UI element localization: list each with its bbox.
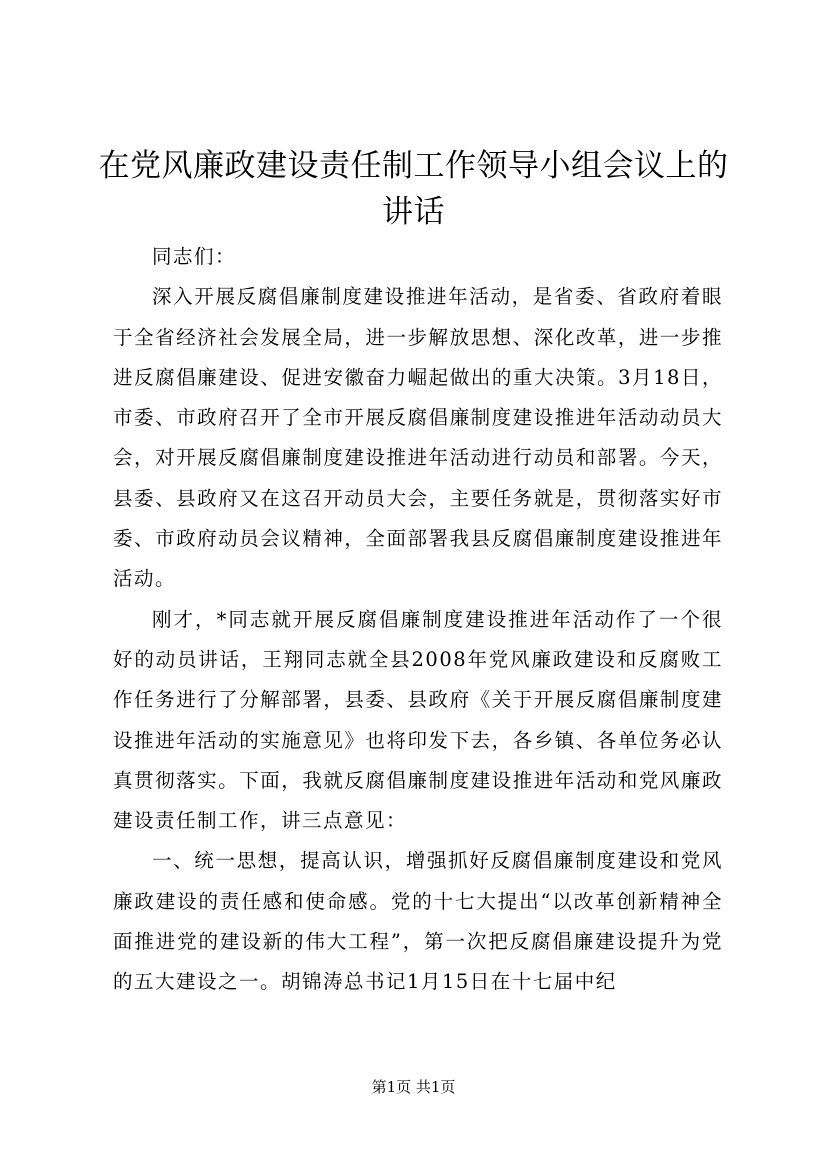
- paragraph-2: 刚才，*同志就开展反腐倡廉制度建设推进年活动作了一个很好的动员讲话，王翔同志就全县2008年党风廉政建设和反腐败工作任务进行了分解部署，县委、县政府《关于开展反腐倡廉制度建设推进年活动的实施意见》也将印发下去，各乡镇、各单位务必认真贯彻落实。下面，我就反腐倡廉制度建设推进年活动和党风廉政建设责任制工作，讲三点意见：: [113, 607, 723, 833]
- document-title: 在党风廉政建设责任制工作领导小组会议上的讲话: [98, 148, 729, 230]
- paragraph-3: 一、统一思想，提高认识，增强抓好反腐倡廉制度建设和党风廉政建设的责任感和使命感。党的十七大提出“以改革创新精神全面推进党的建设新的伟大工程”，第一次把反腐倡廉建设提升为党的五大建设之一。胡锦涛总书记1月15日在十七届中纪: [113, 849, 723, 994]
- document-body: [113, 237, 723, 1003]
- page-footer: 第1页 共1页: [371, 1078, 456, 1096]
- salutation: 同志们：: [152, 245, 237, 268]
- paragraph-1: 深入开展反腐倡廉制度建设推进年活动，是省委、省政府着眼于全省经济社会发展全局，进一步解放思想、深化改革，进一步推进反腐倡廉建设、促进安徽奋力崛起做出的重大决策。3月18日，市委、市政府召开了全市开展反腐倡廉制度建设推进年活动动员大会，对开展反腐倡廉制度建设推进年活动进行动员和部署。今天，县委、县政府又在这召开动员大会，主要任务就是，贯彻落实好市委、市政府动员会议精神，全面部署我县反腐倡廉制度建设推进年活动。: [113, 285, 723, 591]
